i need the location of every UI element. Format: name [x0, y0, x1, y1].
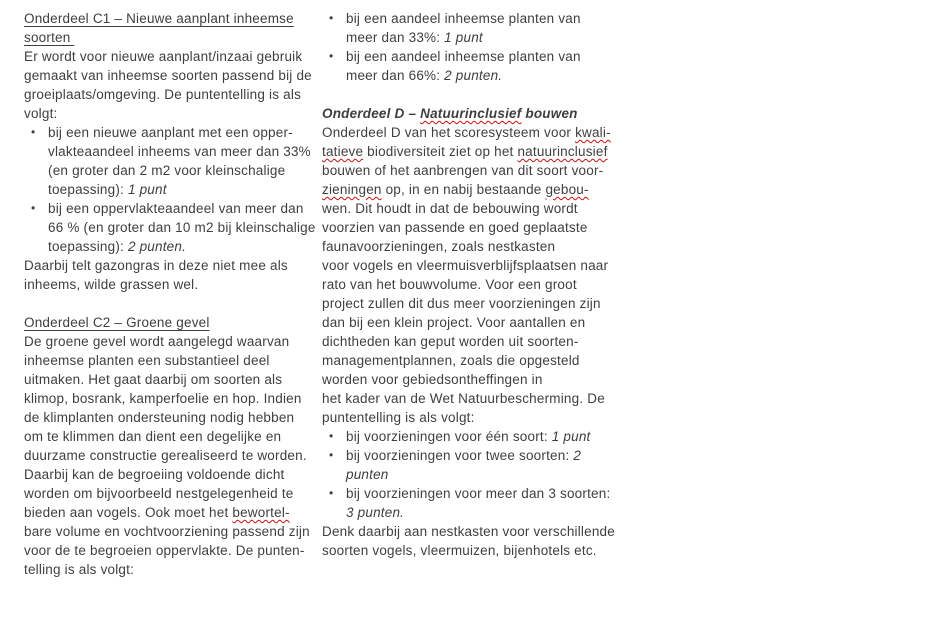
- text-segment: voorzien van passende en goed geplaatste: [322, 220, 588, 235]
- text-line: [24, 465, 310, 484]
- text-segment: bij een aandeel inheemse planten van: [346, 11, 581, 26]
- text-line: [24, 370, 310, 389]
- spacer: [24, 294, 310, 313]
- bullet-icon: •: [329, 49, 334, 63]
- bullet-text: [346, 446, 618, 484]
- text-line: [346, 503, 618, 522]
- text-line: [322, 104, 618, 123]
- bullet-icon: •: [329, 11, 334, 25]
- text-segment: voor de te begroeien oppervlakte. De punten-: [24, 543, 305, 558]
- bullet-text: [48, 123, 311, 199]
- points-value: 1 punt: [444, 30, 483, 45]
- text-line: [322, 522, 618, 541]
- text-segment: klimop, bosrank, kamperfoelie en hop. Indien: [24, 391, 302, 406]
- bullet-icon: •: [329, 448, 334, 462]
- bullet-text: [346, 9, 618, 47]
- text-line: [346, 465, 618, 484]
- text-line: [24, 408, 310, 427]
- text-segment: groeiplaats/omgeving. De puntentelling is als: [24, 87, 302, 102]
- text-line: [48, 180, 311, 199]
- text-line: [322, 142, 618, 161]
- text-segment: het kader van de Wet Natuurbescherming. De: [322, 391, 605, 406]
- text-segment: toepassing):: [48, 182, 128, 197]
- text-line: [322, 256, 618, 275]
- text-segment: de klimplanten ondersteuning nodig hebben: [24, 410, 295, 425]
- text-line: [24, 313, 310, 332]
- points-value: 1 punt: [551, 429, 591, 444]
- bullet-item: [322, 47, 618, 85]
- text-segment: bare volume en vochtvoorziening passend zijn: [24, 524, 310, 539]
- text-line: [24, 484, 310, 503]
- misspelled-word: natuurinclusief: [517, 144, 608, 159]
- text-line: [24, 28, 310, 47]
- bullet-item: [24, 199, 316, 256]
- text-segment: inheems, wilde grassen wel.: [24, 277, 199, 292]
- text-line: [322, 123, 618, 142]
- text-segment: project zullen dit dus meer voorzieningen zijn: [322, 296, 601, 311]
- text-segment: puntentelling is als volgt:: [322, 410, 475, 425]
- text-segment: soorten: [24, 30, 75, 45]
- text-line: [346, 47, 618, 66]
- text-line: [24, 503, 310, 522]
- text-segment: bij een oppervlakteaandeel van meer dan: [48, 201, 304, 216]
- text-line: [24, 85, 310, 104]
- misspelled-word: kwali-: [575, 125, 611, 140]
- bullet-text: [48, 199, 316, 256]
- text-segment: op, in en nabij bestaande: [381, 182, 546, 197]
- text-segment: bij voorzieningen voor twee soorten:: [346, 448, 574, 463]
- text-segment: telling is als volgt:: [24, 562, 135, 577]
- bullet-text: [346, 484, 618, 522]
- text-line: [346, 28, 618, 47]
- text-line: [24, 351, 310, 370]
- text-segment: meer dan 33%:: [346, 30, 445, 45]
- text-line: [24, 389, 310, 408]
- text-line: [322, 351, 618, 370]
- text-segment: De groene gevel wordt aangelegd waarvan: [24, 334, 290, 349]
- text-line: [322, 313, 618, 332]
- bullet-icon: •: [329, 486, 334, 500]
- text-line: [48, 142, 311, 161]
- bullet-item: [322, 427, 618, 446]
- bullet-item: [322, 484, 618, 522]
- text-segment: worden voor gebiedsontheffingen in: [322, 372, 543, 387]
- text-line: [48, 218, 316, 237]
- text-segment: Onderdeel C2 – Groene gevel: [24, 315, 210, 330]
- column-left: [24, 9, 316, 579]
- text-segment: Onderdeel D –: [322, 106, 421, 121]
- column-right: [322, 9, 618, 560]
- text-segment: om te klimmen dan dient een degelijke en: [24, 429, 282, 444]
- bullet-item: [322, 9, 618, 47]
- text-segment: bij een aandeel inheemse planten van: [346, 49, 581, 64]
- misspelled-word: bewortel-: [232, 505, 290, 520]
- text-segment: Daarbij kan de begroeiing voldoende dicht: [24, 467, 285, 482]
- text-line: [322, 389, 618, 408]
- text-segment: voor vogels en vleermuisverblijfsplaatsen naar: [322, 258, 609, 273]
- text-line: [48, 123, 311, 142]
- points-value: 2 punten.: [444, 68, 503, 83]
- text-segment: worden om bijvoorbeeld nestgelegenheid te: [24, 486, 294, 501]
- text-segment: Onderdeel D van het scoresysteem voor: [322, 125, 576, 140]
- text-line: [322, 275, 618, 294]
- text-line: [346, 66, 618, 85]
- text-line: [322, 237, 618, 256]
- spacer: [322, 85, 618, 104]
- text-segment: dan bij een klein project. Voor aantallen en: [322, 315, 586, 330]
- text-line: [346, 427, 618, 446]
- misspelled-word: Natuurinclusief: [420, 106, 522, 121]
- text-segment: Er wordt voor nieuwe aanplant/inzaai gebruik: [24, 49, 303, 64]
- text-segment: inheemse planten een substantieel deel: [24, 353, 270, 368]
- text-segment: bij voorzieningen voor meer dan 3 soorten:: [346, 486, 611, 501]
- section-heading: [24, 9, 310, 47]
- text-segment: rato van het bouwvolume. Voor een groot: [322, 277, 577, 292]
- text-line: [322, 294, 618, 313]
- text-line: [24, 522, 310, 541]
- text-line: [322, 161, 618, 180]
- text-line: [24, 427, 310, 446]
- text-segment: 66 % (en groter dan 10 m2 bij kleinschalige: [48, 220, 316, 235]
- paragraph: [24, 256, 310, 294]
- bullet-icon: •: [31, 201, 36, 215]
- section-heading: [24, 313, 310, 332]
- text-segment: meer dan 66%:: [346, 68, 445, 83]
- points-value: 3 punten.: [346, 505, 405, 520]
- text-segment: duurzame constructie gerealiseerd te worden.: [24, 448, 307, 463]
- text-segment: soorten vogels, vleermuizen, bijenhotels etc.: [322, 543, 597, 558]
- bullet-icon: •: [329, 429, 334, 443]
- section-heading: [322, 104, 618, 123]
- text-segment: bouwen of het aanbrengen van dit soort voor-: [322, 163, 604, 178]
- points-value: punten: [346, 467, 389, 482]
- text-line: [346, 484, 618, 503]
- text-line: [24, 66, 310, 85]
- text-line: [24, 332, 310, 351]
- text-segment: bij een nieuwe aanplant met een opper-: [48, 125, 293, 140]
- text-segment: uitmaken. Het gaat daarbij om soorten als: [24, 372, 283, 387]
- points-value: 2 punten.: [127, 239, 187, 254]
- text-line: [48, 199, 316, 218]
- text-segment: Daarbij telt gazongras in deze niet mee als: [24, 258, 288, 273]
- text-line: [322, 541, 618, 560]
- text-line: [322, 218, 618, 237]
- misspelled-word: zieningen: [322, 182, 382, 197]
- text-line: [24, 256, 310, 275]
- bullet-text: [346, 427, 618, 446]
- paragraph: [322, 123, 618, 427]
- text-segment: Denk daarbij aan nestkasten voor verschillende: [322, 524, 615, 539]
- text-line: [322, 199, 618, 218]
- bullet-item: [24, 123, 310, 199]
- text-segment: bieden aan vogels. Ook moet het: [24, 505, 233, 520]
- text-line: [48, 237, 316, 256]
- text-line: [24, 104, 310, 123]
- misspelled-word: gebou-: [545, 182, 589, 197]
- text-line: [24, 560, 310, 579]
- text-segment: gemaakt van inheemse soorten passend bij de: [24, 68, 312, 83]
- points-value: 1 punt: [127, 182, 167, 197]
- text-segment: biodiversiteit ziet op het: [363, 144, 518, 159]
- text-line: [322, 180, 618, 199]
- text-segment: volgt:: [24, 106, 58, 121]
- text-line: [322, 332, 618, 351]
- paragraph: [24, 332, 310, 579]
- text-line: [346, 446, 618, 465]
- text-segment: bij voorzieningen voor één soort:: [346, 429, 552, 444]
- bullet-icon: •: [31, 125, 36, 139]
- text-segment: toepassing):: [48, 239, 128, 254]
- text-line: [24, 47, 310, 66]
- text-segment: faunavoorzieningen, zoals nestkasten: [322, 239, 556, 254]
- paragraph: [24, 47, 310, 123]
- bullet-item: [322, 446, 618, 484]
- text-line: [322, 408, 618, 427]
- points-value: 2: [573, 448, 582, 463]
- text-line: [346, 9, 618, 28]
- text-line: [24, 9, 310, 28]
- text-line: [24, 541, 310, 560]
- text-segment: bouwen: [521, 106, 578, 121]
- text-segment: dichtheden kan geput worden uit soorten-: [322, 334, 579, 349]
- text-line: [48, 161, 311, 180]
- paragraph: [322, 522, 618, 560]
- text-line: [24, 446, 310, 465]
- misspelled-word: tatieve: [322, 144, 364, 159]
- text-segment: (en groter dan 2 m2 voor kleinschalige: [48, 163, 286, 178]
- text-segment: wen. Dit houdt in dat de bebouwing wordt: [322, 201, 578, 216]
- text-segment: Onderdeel C1 – Nieuwe aanplant inheemse: [24, 11, 294, 26]
- text-segment: vlakteaandeel inheems van meer dan 33%: [48, 144, 311, 159]
- bullet-text: [346, 47, 618, 85]
- text-line: [24, 275, 310, 294]
- text-line: [322, 370, 618, 389]
- text-segment: managementplannen, zoals die opgesteld: [322, 353, 580, 368]
